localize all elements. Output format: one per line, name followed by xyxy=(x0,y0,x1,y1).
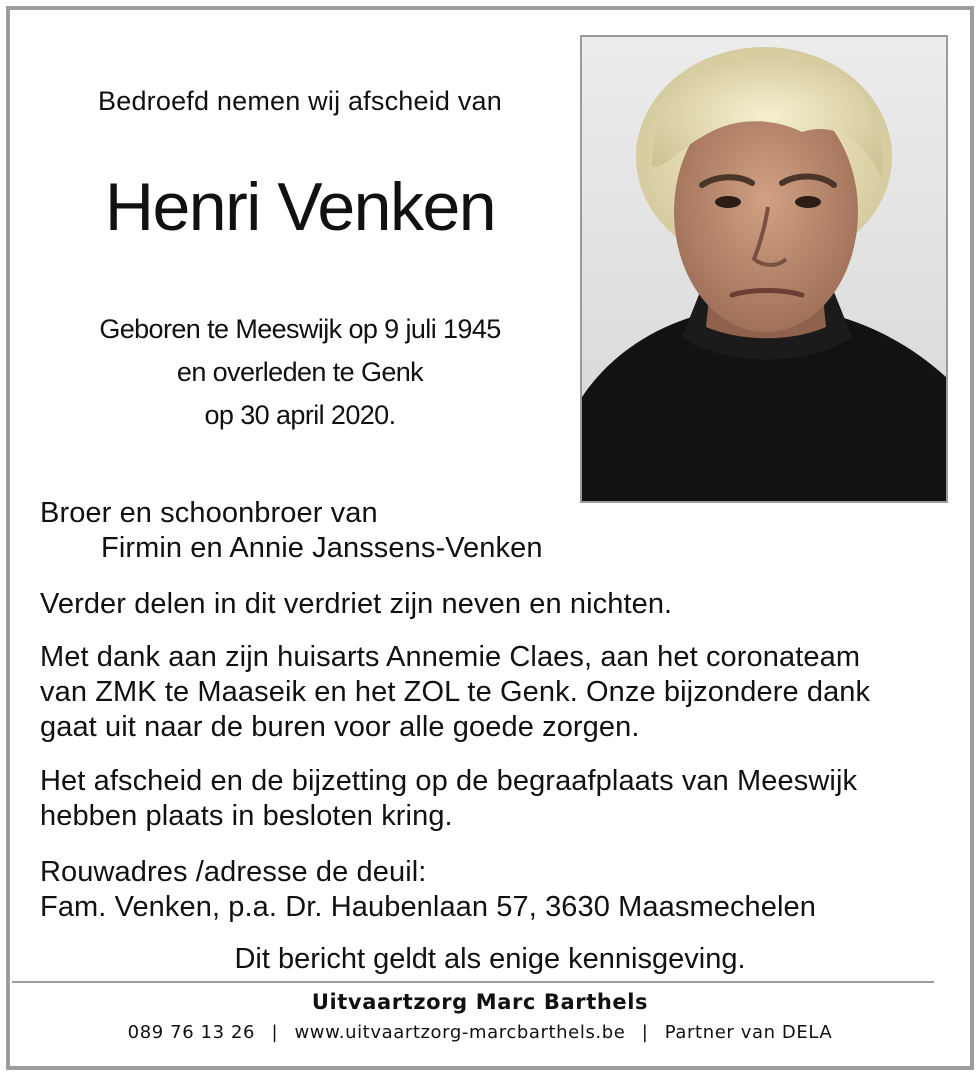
ceremony-line-1: Het afscheid en de bijzetting op de begraafplaats van Meeswijk xyxy=(40,765,858,797)
address-block xyxy=(40,855,816,925)
thanks-line-2: van ZMK te Maaseik en het ZOL te Genk. Onze bijzondere dank xyxy=(40,676,871,708)
thanks-line-1: Met dank aan zijn huisarts Annemie Claes, aan het coronateam xyxy=(40,641,861,673)
address-label: Rouwadres /adresse de deuil: xyxy=(40,856,427,888)
footer-divider xyxy=(12,981,934,983)
notice-text: Dit bericht geldt als enige kennisgeving. xyxy=(234,943,746,975)
family-block xyxy=(40,496,543,566)
website-link[interactable]: www.uitvaartzorg-marcbarthels.be xyxy=(294,1022,626,1043)
family-line-2: Firmin en Annie Janssens-Venken xyxy=(101,532,543,564)
birth-line: Geboren te Meeswijk op 9 juli 1945 xyxy=(99,314,501,344)
separator: | xyxy=(641,1022,649,1043)
intro-text: Bedroefd nemen wij afscheid van xyxy=(98,86,502,116)
portrait-photo xyxy=(580,35,948,503)
life-dates xyxy=(30,308,570,437)
ceremony-line-2: hebben plaats in besloten kring. xyxy=(40,800,453,832)
partner-text: Partner van DELA xyxy=(664,1022,833,1043)
portrait-illustration xyxy=(582,37,946,501)
thanks-paragraph xyxy=(40,640,870,745)
funeral-company-name: Uitvaartzorg Marc Barthels xyxy=(311,990,649,1014)
relatives-paragraph: Verder delen in dit verdriet zijn neven en nichten. xyxy=(40,588,673,620)
address-value: Fam. Venken, p.a. Dr. Haubenlaan 57, 3630 Maasmechelen xyxy=(40,891,816,923)
death-line: en overleden te Genk xyxy=(176,357,424,387)
deceased-name: Henri Venken xyxy=(104,169,496,245)
death-date-line: op 30 april 2020. xyxy=(204,400,396,430)
phone-number: 089 76 13 26 xyxy=(127,1022,256,1043)
footer-contact xyxy=(0,1022,960,1043)
thanks-line-3: gaat uit naar de buren voor alle goede zorgen. xyxy=(40,711,640,743)
ceremony-paragraph xyxy=(40,764,857,834)
family-line-1: Broer en schoonbroer van xyxy=(40,497,378,529)
separator: | xyxy=(271,1022,279,1043)
